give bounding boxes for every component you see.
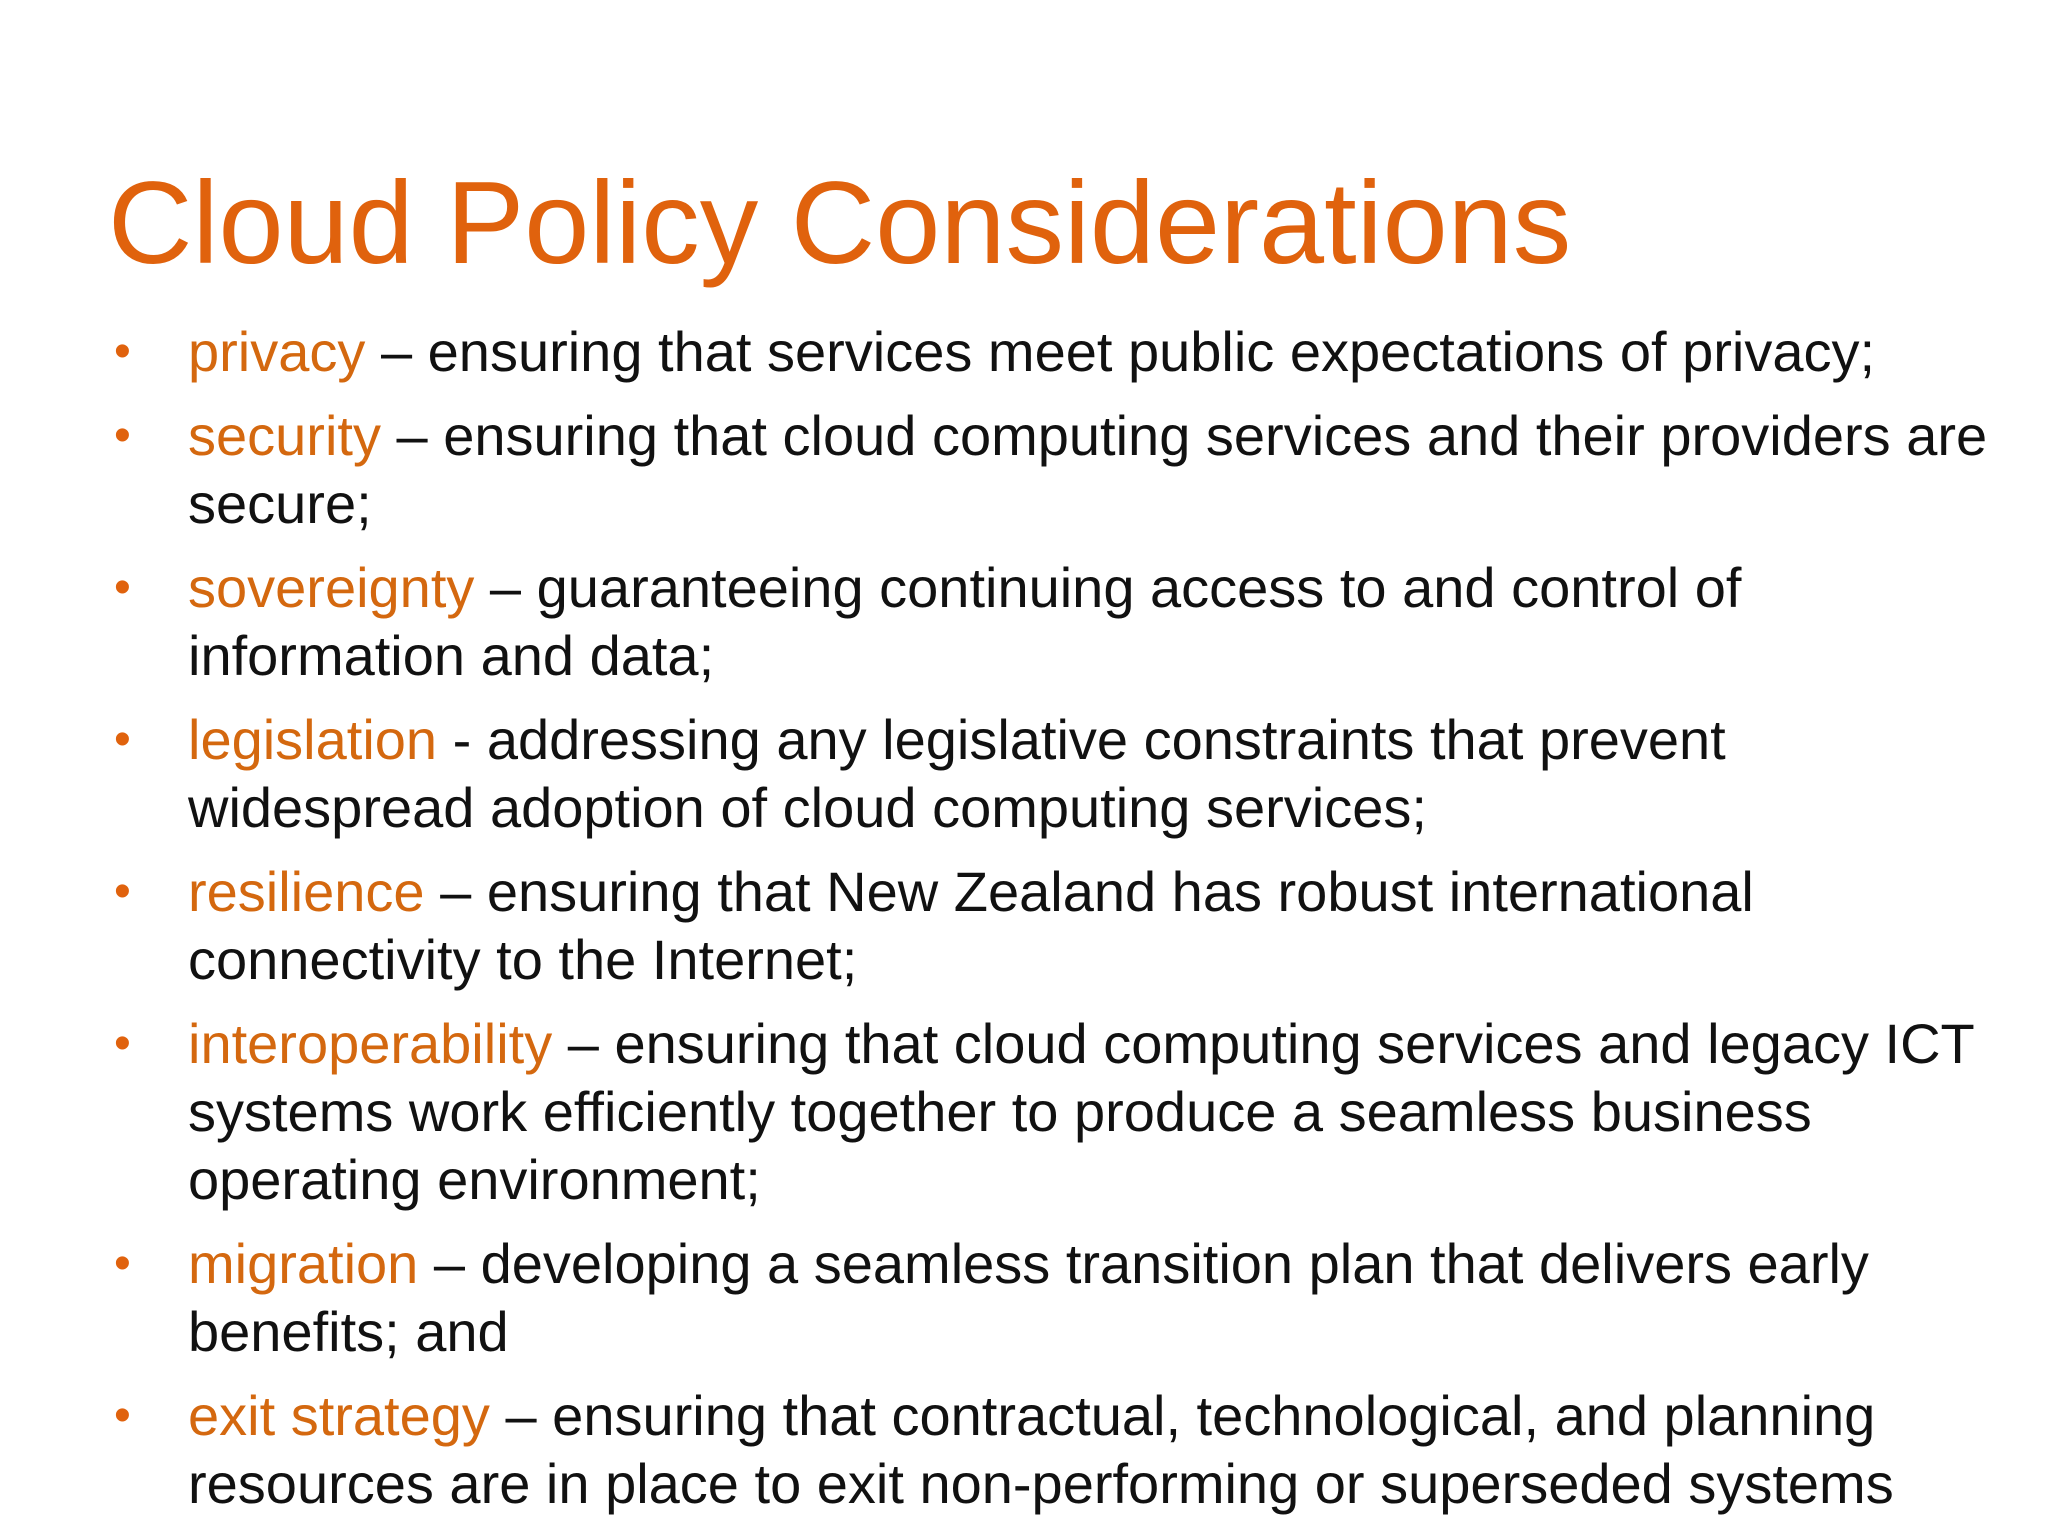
bullet-text: ensuring that cloud computing services and their providers are secure;	[188, 404, 1988, 535]
bullet-icon: •	[114, 1237, 131, 1290]
bullet-term: exit strategy	[188, 1384, 490, 1447]
bullet-item-legislation	[114, 706, 1988, 842]
bullet-icon: •	[114, 409, 131, 462]
slide-title: Cloud Policy Considerations	[108, 157, 1572, 288]
bullet-text: ensuring that services meet public expectations of privacy;	[427, 320, 1876, 383]
bullet-term: legislation	[188, 708, 438, 771]
bullet-text: guaranteeing continuing access to and control of information and data;	[188, 556, 1742, 687]
bullet-text: developing a seamless transition plan that delivers early benefits; and	[188, 1232, 1869, 1363]
bullet-icon: •	[114, 865, 131, 918]
bullet-term: security	[188, 404, 381, 467]
bullet-text: ensuring that New Zealand has robust international connectivity to the Internet;	[188, 860, 1754, 991]
bullet-separator: –	[380, 404, 444, 467]
bullet-separator: –	[552, 1012, 615, 1075]
bullet-separator: –	[424, 860, 487, 923]
bullet-term: privacy	[188, 320, 366, 383]
bullet-icon: •	[114, 1389, 131, 1442]
bullet-item-exit-strategy	[114, 1382, 1988, 1518]
bullet-item-sovereignty	[114, 554, 1988, 690]
bullet-list	[114, 318, 1988, 1534]
bullet-icon: •	[114, 713, 131, 766]
bullet-term: migration	[188, 1232, 419, 1295]
bullet-term: resilience	[188, 860, 425, 923]
bullet-text: addressing any legislative constraints that prevent widespread adoption of cloud computing services;	[188, 708, 1726, 839]
bullet-item-interoperability	[114, 1010, 1988, 1214]
bullet-separator: –	[489, 1384, 553, 1447]
bullet-term: sovereignty	[188, 556, 475, 619]
bullet-separator: –	[418, 1232, 481, 1295]
bullet-term: interoperability	[188, 1012, 553, 1075]
bullet-item-security	[114, 402, 1988, 538]
bullet-separator: –	[474, 556, 537, 619]
bullet-item-resilience	[114, 858, 1988, 994]
bullet-text: ensuring that contractual, technological, and planning resources are in place to exit non-performing or superseded systems	[188, 1384, 1894, 1515]
bullet-text: ensuring that cloud computing services and legacy ICT systems work efficiently together to produce a seamless business operating environment;	[188, 1012, 1974, 1211]
bullet-item-privacy	[114, 318, 1988, 386]
bullet-item-migration	[114, 1230, 1988, 1366]
bullet-separator: –	[365, 320, 428, 383]
bullet-icon: •	[114, 561, 131, 614]
bullet-icon: •	[114, 325, 131, 378]
bullet-icon: •	[114, 1017, 131, 1070]
bullet-separator: -	[437, 708, 487, 771]
